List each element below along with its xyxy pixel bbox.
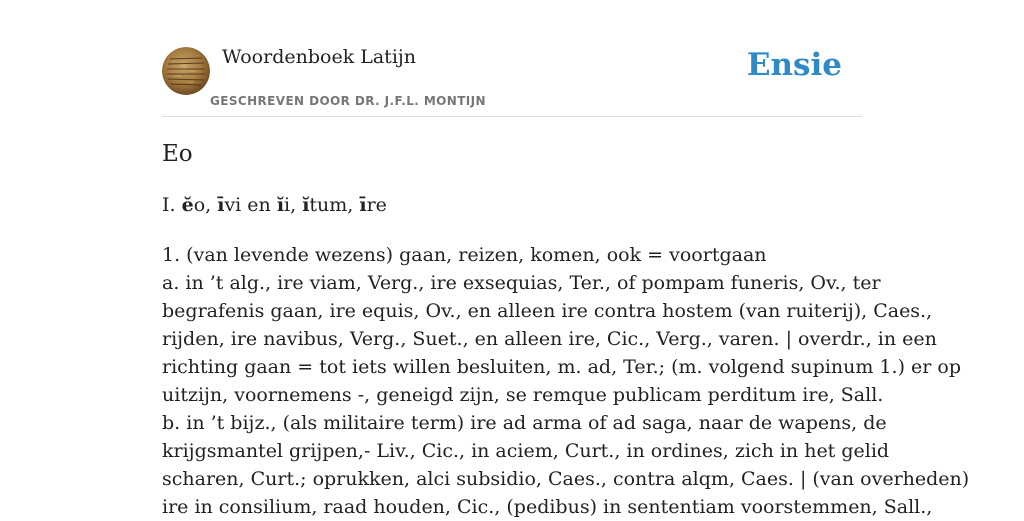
dictionary-title[interactable]: Woordenboek Latijn	[222, 46, 417, 68]
definition-line: krijgsmantel grijpen,- Liv., Cic., in aciem, Curt., in ordines, zich in het gelid	[162, 440, 890, 462]
headword-text: i,	[284, 194, 303, 216]
definition-line: scharen, Curt.; oprukken, alci subsidio, Caes., contra alqm, Caes. | (van overheden)	[162, 468, 970, 490]
site-header	[162, 0, 862, 117]
headword-mark: ĭ	[302, 194, 310, 216]
definition-line: begrafenis gaan, ire equis, Ov., en alleen ire contra hostem (van ruiterij), Caes.,	[162, 300, 933, 322]
definition-line: a. in ’t alg., ire viam, Verg., ire exsequias, Ter., of pompam funeris, Ov., ter	[162, 272, 881, 294]
entry-title: Eo	[162, 141, 193, 167]
definition-line: b. in ’t bijz., (als militaire term) ire ad arma of ad saga, naar de wapens, de	[162, 412, 887, 434]
headword-mark: ī	[359, 194, 367, 216]
headword-text: tum,	[309, 194, 360, 216]
entry-definition	[162, 241, 970, 521]
headword-prefix: I.	[162, 194, 182, 216]
definition-line: uitzijn, voornemens -, geneigd zijn, se remque publicam perditum ire, Sall.	[162, 384, 884, 406]
definition-line: richting gaan = tot iets willen besluiten, m. ad, Ter.; (m. volgend supinum 1.) er op	[162, 356, 961, 378]
definition-line: rijden, ire navibus, Verg., Suet., en alleen ire, Cic., Verg., varen. | overdr., in een	[162, 328, 937, 350]
ensie-brand-logo[interactable]: Ensie	[746, 47, 842, 83]
definition-line: ire in consilium, raad houden, Cic., (pedibus) in sententiam voorstemmen, Sall.,	[162, 496, 933, 518]
author-byline: GESCHREVEN DOOR DR. J.F.L. MONTIJN	[210, 94, 486, 108]
headword-mark: ī	[217, 194, 225, 216]
dictionary-logo-icon[interactable]	[162, 47, 210, 95]
page	[162, 0, 970, 518]
headword-mark: ĕ	[181, 194, 194, 216]
headword-text: vi en	[224, 194, 277, 216]
headword-text: o,	[193, 194, 218, 216]
entry-headword	[162, 194, 387, 216]
definition-line: 1. (van levende wezens) gaan, reizen, komen, ook = voortgaan	[162, 244, 767, 266]
headword-text: re	[366, 194, 387, 216]
headword-mark: ĭ	[276, 194, 285, 216]
